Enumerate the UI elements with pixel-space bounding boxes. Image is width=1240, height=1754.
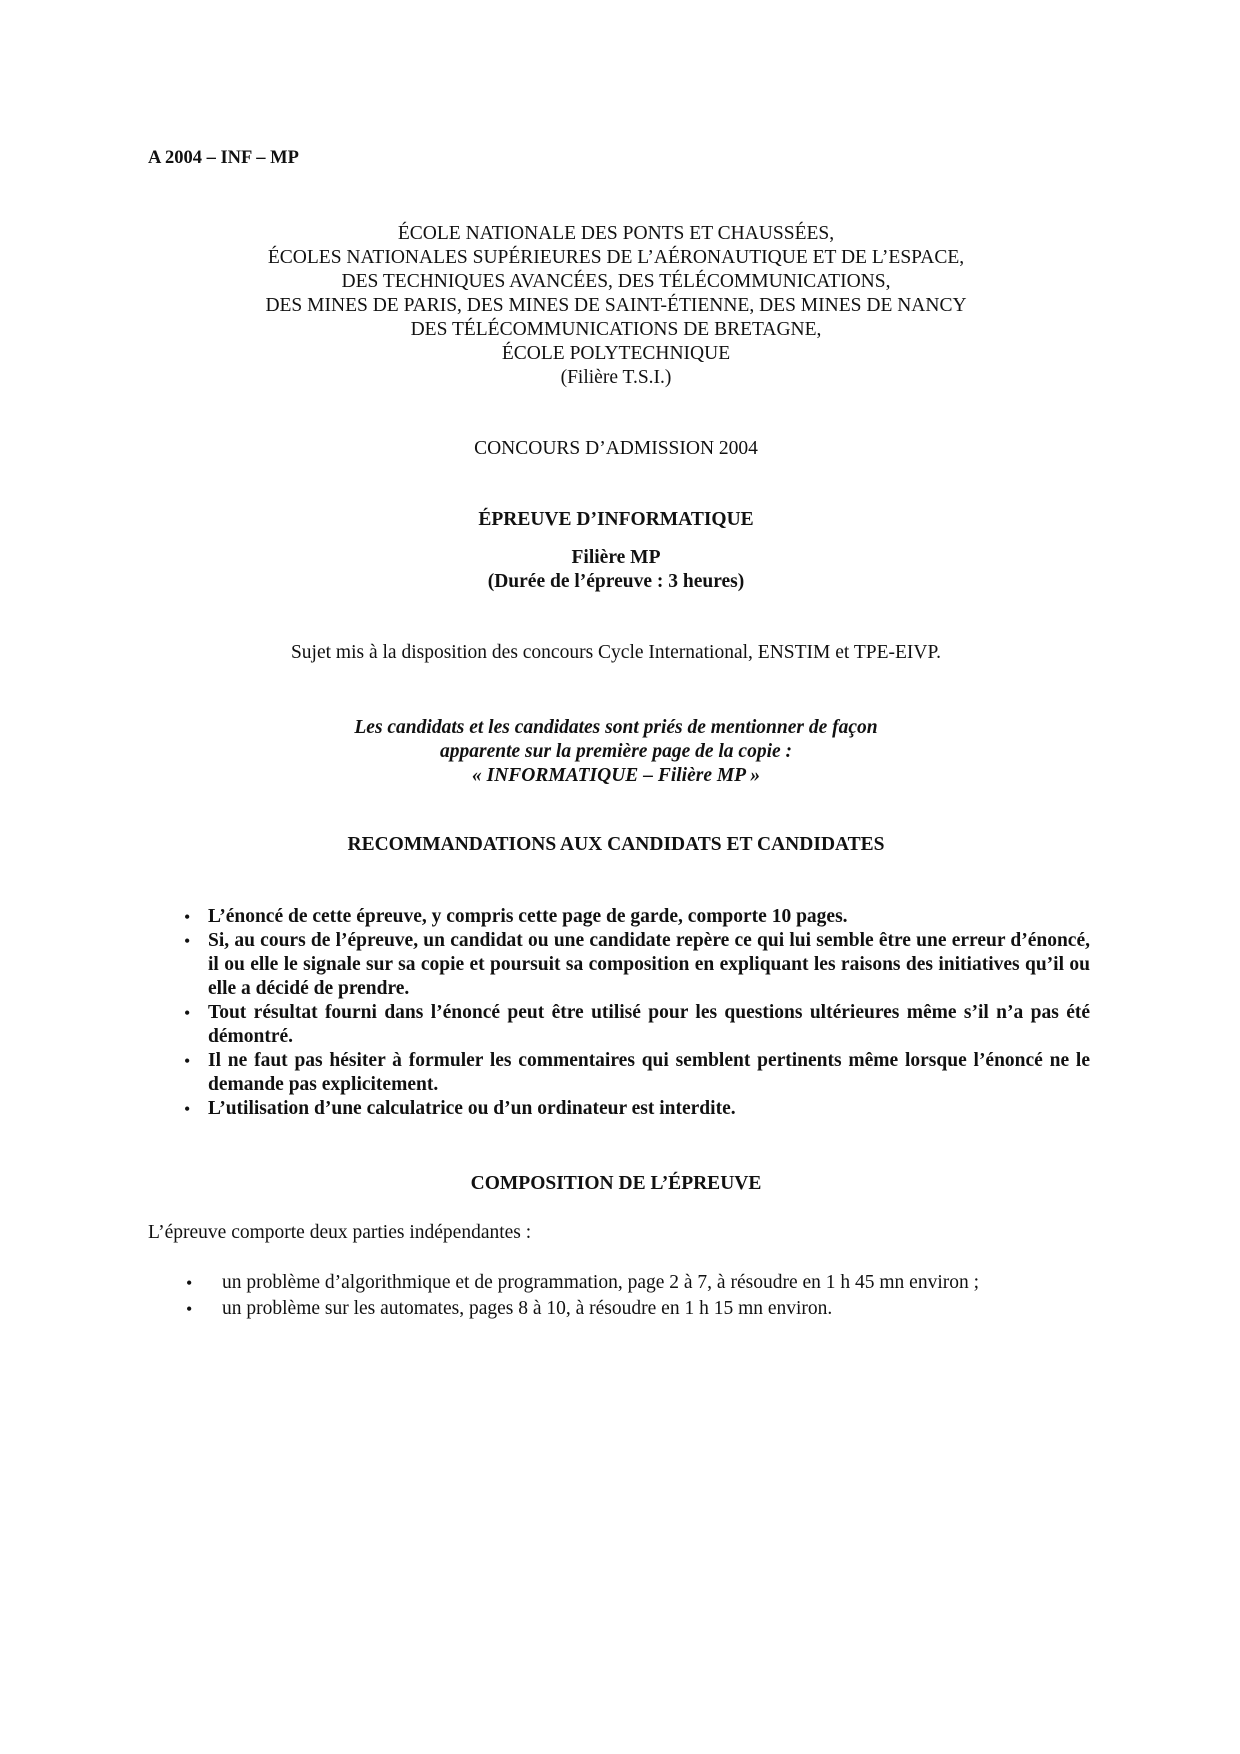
concours-title: CONCOURS D’ADMISSION 2004	[474, 438, 758, 459]
school-line: DES TÉLÉCOMMUNICATIONS DE BRETAGNE,	[410, 319, 822, 340]
instruction-line: « INFORMATIQUE – Filière MP »	[471, 765, 760, 786]
list-item-text: L’énoncé de cette épreuve, y compris cette page de garde, comporte 10 pages.	[208, 906, 848, 927]
bullet-icon: •	[184, 1003, 191, 1023]
school-line: DES TECHNIQUES AVANCÉES, DES TÉLÉCOMMUNICATIONS,	[341, 271, 891, 292]
instructions-block	[148, 716, 1084, 788]
list-item-text: un problème sur les automates, pages 8 à 10, à résoudre en 1 h 15 mn environ.	[222, 1298, 833, 1319]
list-item	[182, 1049, 1090, 1097]
school-line: ÉCOLE POLYTECHNIQUE	[501, 343, 731, 364]
list-item-text: Tout résultat fourni dans l’énoncé peut être utilisé pour les questions ultérieures même s’il n’a pas été démontré.	[208, 1002, 1090, 1047]
school-line: DES MINES DE PARIS, DES MINES DE SAINT-ÉTIENNE, DES MINES DE NANCY	[265, 295, 967, 316]
list-item-text: L’utilisation d’une calculatrice ou d’un ordinateur est interdite.	[208, 1098, 736, 1119]
list-item	[186, 1296, 979, 1322]
bullet-icon: •	[184, 1051, 191, 1071]
bullet-icon: •	[184, 1099, 191, 1119]
instruction-line: apparente sur la première page de la copie :	[439, 741, 793, 762]
school-line: (Filière T.S.I.)	[560, 367, 672, 388]
bullet-icon: •	[184, 931, 191, 951]
composition-title: COMPOSITION DE L’ÉPREUVE	[470, 1173, 762, 1194]
list-item-text: Il ne faut pas hésiter à formuler les commentaires qui semblent pertinents même lorsque l’énoncé ne le demande pas explicitement.	[208, 1050, 1090, 1095]
bullet-icon: •	[186, 1273, 193, 1293]
list-item	[182, 905, 1090, 929]
filiere-block	[148, 546, 1084, 594]
list-item	[182, 1097, 1090, 1121]
list-item	[186, 1270, 979, 1296]
epreuve-title: ÉPREUVE D’INFORMATIQUE	[478, 509, 754, 530]
instruction-line: Les candidats et les candidates sont priés de mentionner de façon	[354, 717, 878, 738]
list-item-text: Si, au cours de l’épreuve, un candidat ou une candidate repère ce qui lui semble être une erreur d’énoncé, il ou elle le signale sur sa copie et poursuit sa composition en expliquant les raisons des initiatives qu’il ou elle a décidé de prendre.	[208, 930, 1090, 999]
recommandations-list	[182, 905, 1090, 1121]
composition-intro: L’épreuve comporte deux parties indépendantes :	[148, 1222, 532, 1243]
bullet-icon: •	[186, 1299, 193, 1319]
recommandations-title: RECOMMANDATIONS AUX CANDIDATS ET CANDIDATES	[347, 834, 885, 855]
list-item	[182, 1001, 1090, 1049]
school-line: ÉCOLES NATIONALES SUPÉRIEURES DE L’AÉRONAUTIQUE ET DE L’ESPACE,	[267, 247, 965, 268]
filiere-label: Filière MP	[571, 547, 661, 568]
list-item-text: un problème d’algorithmique et de programmation, page 2 à 7, à résoudre en 1 h 45 mn environ ;	[222, 1272, 980, 1293]
bullet-icon: •	[184, 907, 191, 927]
duree-label: (Durée de l’épreuve : 3 heures)	[487, 571, 745, 592]
sujet-line: Sujet mis à la disposition des concours Cycle International, ENSTIM et TPE-EIVP.	[290, 642, 942, 663]
exam-code: A 2004 – INF – MP	[148, 148, 299, 168]
composition-parts-list	[186, 1270, 979, 1322]
school-line: ÉCOLE NATIONALE DES PONTS ET CHAUSSÉES,	[397, 223, 835, 244]
schools-block	[148, 222, 1084, 390]
list-item	[182, 929, 1090, 1001]
